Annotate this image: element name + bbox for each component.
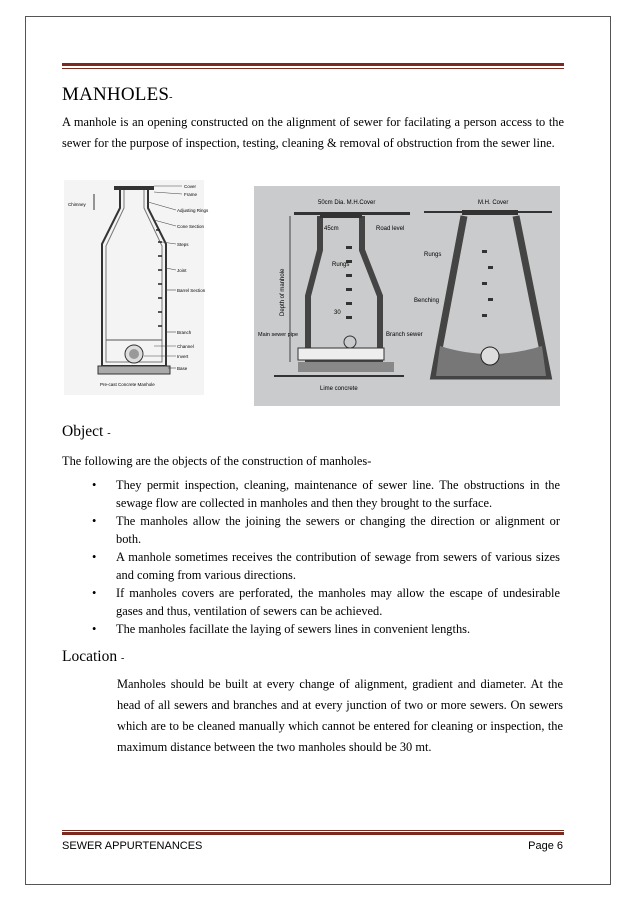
object-lead: The following are the objects of the construction of manholes- xyxy=(62,454,372,468)
footer-rule-thin xyxy=(62,830,564,831)
page-title: MANHOLES- xyxy=(62,84,173,105)
list-item: • They permit inspection, cleaning, maintenance of sewer line. The obstructions in the sewage flow are collected in manholes and then they brought to the surface. xyxy=(92,478,560,510)
manhole-section-figure xyxy=(254,186,560,406)
fig1-label: Steps xyxy=(177,242,189,247)
fig2-label: 30 xyxy=(334,310,341,316)
fig1-label: Cover xyxy=(184,184,197,189)
precast-manhole-figure xyxy=(64,180,209,395)
list-item: • A manhole sometimes receives the contribution of sewage from sewers of various sizes and coming from various directions. xyxy=(92,550,560,582)
fig2-label: Benching xyxy=(414,298,440,304)
fig1-label: Base xyxy=(177,366,188,371)
fig1-label: Cone Section xyxy=(177,224,205,229)
location-heading: Location - xyxy=(62,648,125,665)
fig1-label: Frame xyxy=(184,192,198,197)
footer-title: SEWER APPURTENANCES xyxy=(62,840,203,852)
fig2-label: Road level xyxy=(376,226,405,232)
page-number: Page 6 xyxy=(528,840,563,852)
title-suffix: - xyxy=(169,92,173,103)
object-bullet-list xyxy=(62,476,564,638)
intro-paragraph: A manhole is an opening constructed on the alignment of sewer for facilating a person access to the sewer for the purpose of inspection, testing, cleaning & removal of obstruction from the sewer line. xyxy=(62,115,564,150)
fig2-label: Rungs xyxy=(332,262,350,268)
fig2-label: Branch sewer xyxy=(386,332,423,338)
list-item: • If manholes covers are perforated, the manholes may allow the escape of undesirable gases and thus, ventilation of sewers can be achieved. xyxy=(92,586,560,618)
fig2-label: Depth of manhole xyxy=(280,268,286,316)
fig1-label: Barrel Section xyxy=(177,288,206,293)
fig1-label: Invert xyxy=(177,354,189,359)
fig2-label: Rungs xyxy=(424,252,442,258)
fig2-label: Lime concrete xyxy=(320,386,358,392)
header-rule-thin xyxy=(62,68,564,69)
fig2-label: M.H. Cover xyxy=(478,200,509,206)
fig1-caption: Pre-cast Concrete Manhole xyxy=(100,382,155,387)
fig2-label: 45cm xyxy=(324,226,339,232)
fig1-label: Chimney xyxy=(68,202,86,207)
list-item: • The manholes facillate the laying of sewers lines in convenient lengths. xyxy=(92,622,471,636)
fig2-label: Main sewer pipe xyxy=(258,332,299,338)
location-paragraph: Manholes should be built at every change of alignment, gradient and diameter. At the head of all sewers and branches and at every junction of two or more sewers. On sewers which are to be cleaned manually which cannot be entered for cleaning or inspection, the maximum distance between the two manholes should be 30 mt. xyxy=(117,677,563,754)
list-item: • The manholes allow the joining the sewers or changing the direction or alignment or both. xyxy=(92,514,560,546)
fig1-label: Channel xyxy=(177,344,194,349)
fig2-label: 50cm Dia. M.H.Cover xyxy=(318,200,376,206)
object-heading: Object - xyxy=(62,423,111,440)
fig1-label: Branch xyxy=(177,330,192,335)
header-rule xyxy=(62,63,564,66)
footer-rule xyxy=(62,832,564,835)
fig1-label: Joint xyxy=(177,268,187,273)
fig1-label: Adjusting Rings xyxy=(177,208,209,213)
